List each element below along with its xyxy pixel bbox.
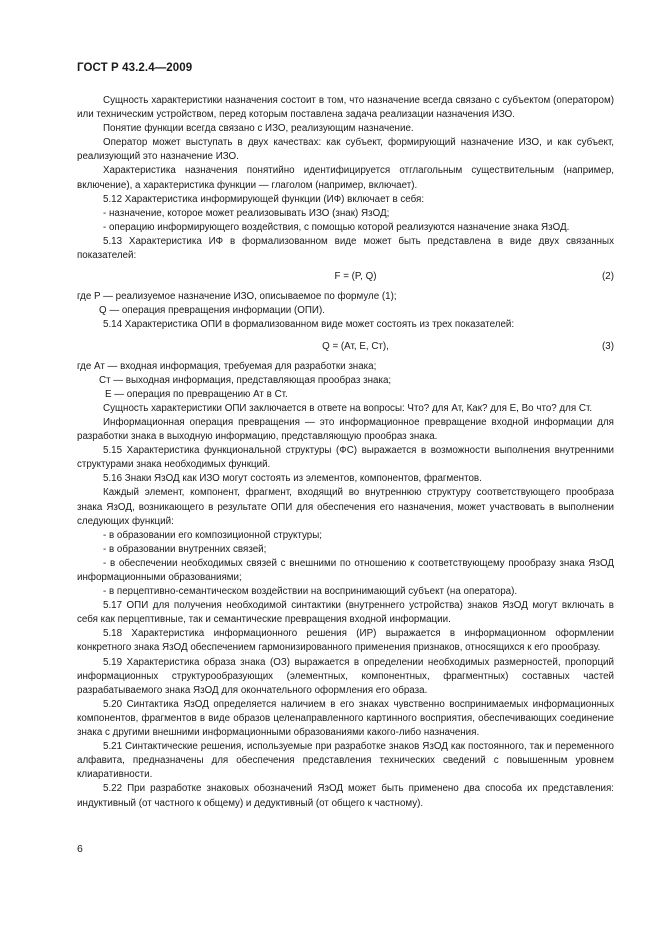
page-number: 6 <box>77 843 83 855</box>
paragraph: Сущность характеристики ОПИ заключается в ответе на вопросы: Что? для Ат, Как? для Е, Во что? для Ст. <box>103 402 593 414</box>
formula-legend: Q — операция превращения информации (ОПИ). <box>99 305 325 317</box>
clause-5-20: 5.20 Синтактика ЯзОД определяется наличием в его знаках чувственно воспринимаемых информационных компонентов, фрагментов в виде образов целенаправленного картинного восприятия, обеспечивающих соединение знака с другими внешними информационными образованиями какого-либо назначения. <box>77 698 614 739</box>
formula-number: (3) <box>602 340 614 352</box>
list-item: - назначение, которое может реализовывать ИЗО (знак) ЯзОД; <box>103 207 390 219</box>
clause-5-12: 5.12 Характеристика информирующей функции (ИФ) включает в себя: <box>103 193 425 205</box>
list-item: - операцию информирующего воздействия, с помощью которой реализуются назначение знака ЯзОД. <box>103 221 570 233</box>
clause-5-17: 5.17 ОПИ для получения необходимой синтактики (внутреннего устройства) знаков ЯзОД могут включать в себя как перцептивные, так и семантические превращения входной информации. <box>77 600 614 626</box>
paragraph: Оператор может выступать в двух качествах: как субъект, формирующий назначение ИЗО, и как субъект, реализующий это назначение ИЗО. <box>77 137 614 163</box>
clause-5-13: 5.13 Характеристика ИФ в формализованном виде может быть представлена в виде двух связанных показателей: <box>77 235 614 262</box>
formula-expression: Q = (Ат, Е, Ст), <box>322 340 389 352</box>
paragraph: Каждый элемент, компонент, фрагмент, входящий во внутреннюю структуру соответствующего прообраза знака ЯзОД, возникающего в результате ОПИ для обеспечения его назначения, может участвовать в выполнении следующих функций: <box>77 487 614 527</box>
clause-5-22: 5.22 При разработке знаковых обозначений ЯзОД может быть применено два способа их представления: индуктивный (от частного к общему) и дедуктивный (от общего к частному). <box>77 783 614 809</box>
list-item: - в образовании его композиционной структуры; <box>103 529 322 541</box>
formula-legend: где P — реализуемое назначение ИЗО, описываемое по формуле (1); <box>77 291 397 303</box>
list-item: - в образовании внутренних связей; <box>103 543 267 555</box>
formula-legend: Е — операция по превращению Ат в Ст. <box>105 388 288 400</box>
list-item: - в перцептивно-семантическом воздействии на воспринимающий субъект (на оператора). <box>103 586 518 598</box>
clause-5-14: 5.14 Характеристика ОПИ в формализованном виде может состоять из трех показателей: <box>103 319 515 331</box>
paragraph: Понятие функции всегда связано с ИЗО, реализующим назначение. <box>103 123 414 135</box>
clause-5-15: 5.15 Характеристика функциональной структуры (ФС) выражается в возможности выполнения внутренними структурами знака необходимых функций. <box>77 445 614 471</box>
document-header: ГОСТ Р 43.2.4—2009 <box>77 62 193 74</box>
document-body <box>77 94 614 811</box>
formula-3 <box>77 340 614 354</box>
paragraph: Информационная операция превращения — это информационное превращение входной информации для разработки знака в выходную информацию, представляющую прообраз знака. <box>77 416 614 443</box>
formula-expression: F = (P, Q) <box>334 271 377 283</box>
paragraph: Сущность характеристики назначения состоит в том, что назначение всегда связано с субъектом (оператором) или техническим устройством, перед которым поставлена задача реализации назначения ИЗО. <box>77 95 614 121</box>
formula-legend: Ст — выходная информация, представляющая прообраз знака; <box>99 374 392 386</box>
clause-5-21: 5.21 Синтактические решения, используемые при разработке знаков ЯзОД как постоянного, так и переменного алфавита, предназначены для обеспечения представления технических сведений с повышенным уровнем клиаративности. <box>77 741 614 781</box>
clause-5-18: 5.18 Характеристика информационного решения (ИР) выражается в информационном оформлении конкретного знака ЯзОД обеспечением гармонизированного применения признаков, относящихся к его прообразу. <box>77 628 614 654</box>
clause-5-19: 5.19 Характеристика образа знака (ОЗ) выражается в определении необходимых размерностей, пропорций информационных структурообразующих (элементных, компонентных, фрагментных) составных частей разрабатываемого знака ЯзОД для окончательного оформления его образа. <box>77 656 614 696</box>
paragraph: Характеристика назначения понятийно идентифицируется отглагольным существительным (например, включение), а характеристика функции — глаголом (например, включает). <box>77 165 614 191</box>
formula-number: (2) <box>602 271 614 283</box>
list-item: - в обеспечении необходимых связей с внешними по отношению к соответствующему прообразу знака ЯзОД информационными образованиями; <box>77 557 614 583</box>
formula-legend: где Ат — входная информация, требуемая для разработки знака; <box>77 360 377 372</box>
formula-2 <box>77 270 614 284</box>
clause-5-16: 5.16 Знаки ЯзОД как ИЗО могут состоять из элементов, компонентов, фрагментов. <box>103 473 482 485</box>
